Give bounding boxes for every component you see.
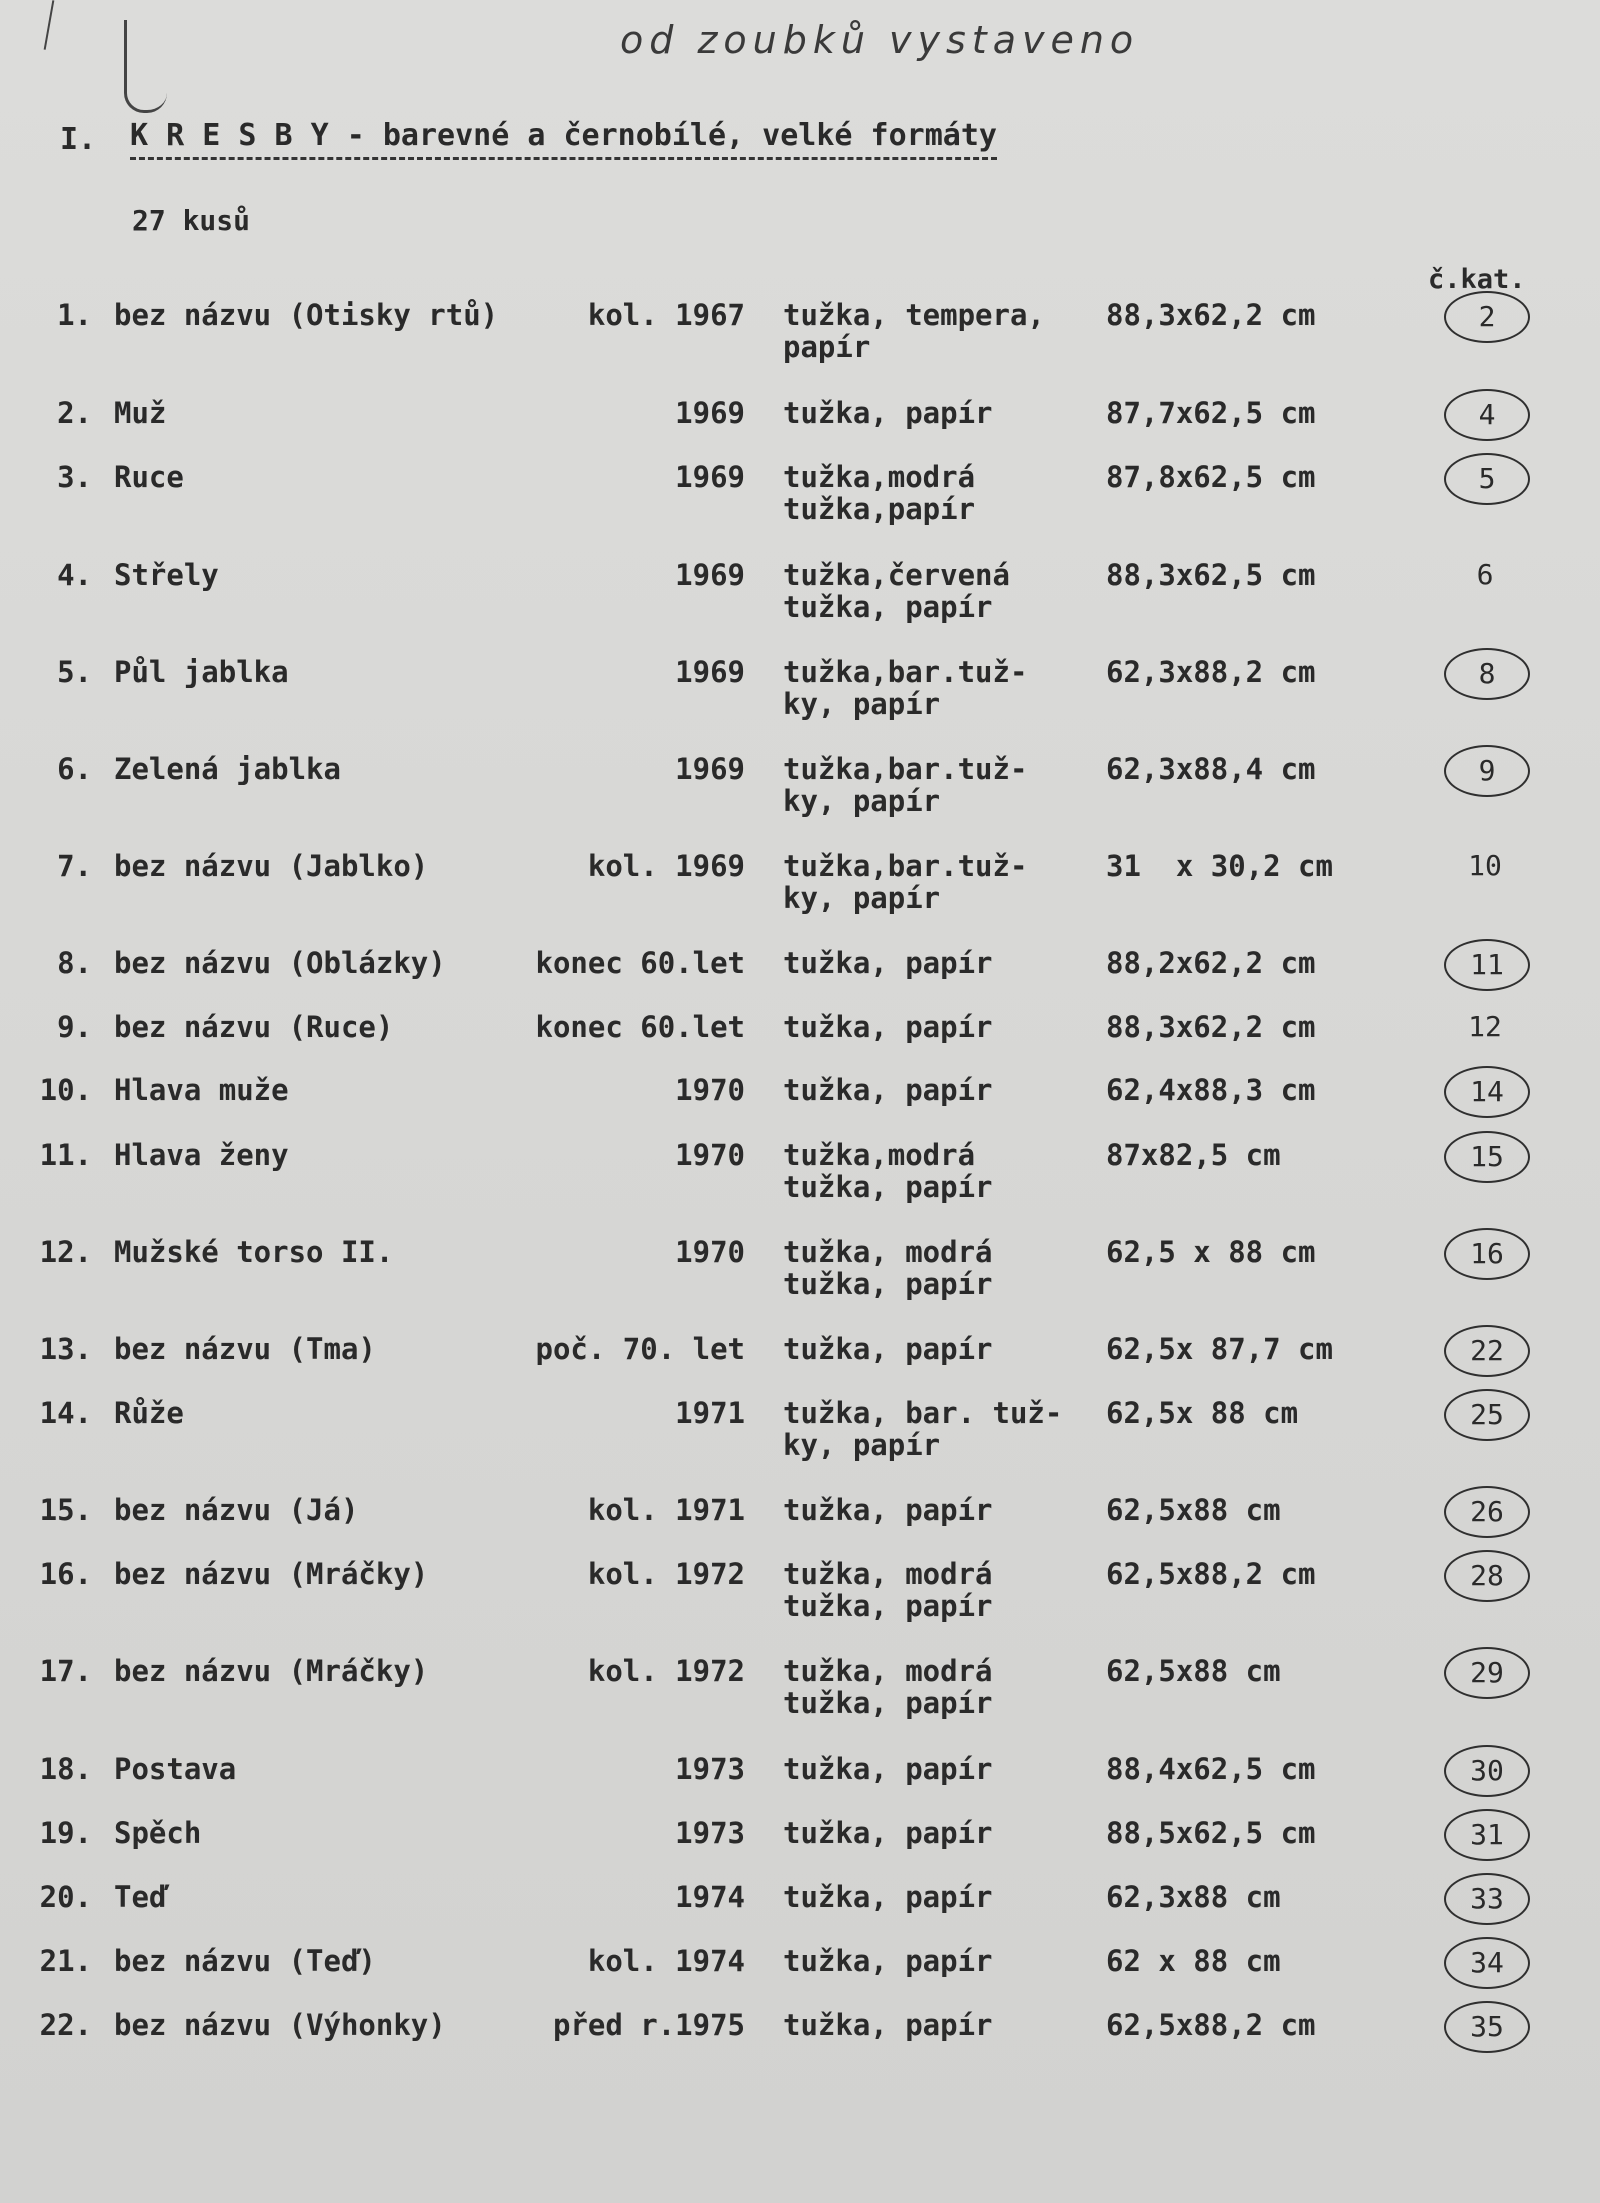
item-technique: tužka, tempera, [783, 298, 1045, 332]
item-dimensions: 62,5x 87,7 cm [1106, 1332, 1333, 1366]
item-title: Hlava ženy [114, 1138, 289, 1172]
item-date: kol. 1974 [587, 1944, 745, 1978]
catalog-number: 34 [1444, 1937, 1530, 1989]
item-dimensions: 87x82,5 cm [1106, 1138, 1281, 1172]
catalog-number: 11 [1444, 939, 1530, 991]
item-title: bez názvu (Ruce) [114, 1010, 394, 1044]
item-date: kol. 1969 [587, 849, 745, 883]
section-number: I. [60, 122, 97, 157]
item-title: bez názvu (Tma) [114, 1332, 376, 1366]
item-technique: tužka,modrá [783, 1138, 976, 1172]
item-date: kol. 1967 [587, 298, 745, 332]
item-title: Ruce [114, 460, 184, 494]
item-technique: tužka, modrá [783, 1235, 993, 1269]
item-dimensions: 62,3x88,2 cm [1106, 655, 1316, 689]
item-technique: tužka, papír [783, 1332, 993, 1366]
item-dimensions: 62,5x88 cm [1106, 1654, 1281, 1688]
item-number: 15. [39, 1493, 92, 1527]
item-number: 14. [39, 1396, 92, 1430]
item-technique-line2: tužka, papír [783, 1686, 993, 1720]
item-number: 2. [57, 396, 92, 430]
item-title: Teď [114, 1880, 167, 1914]
catalog-number: 2 [1444, 291, 1530, 343]
item-number: 19. [39, 1816, 92, 1850]
item-date: 1970 [675, 1073, 745, 1107]
item-date: poč. 70. let [535, 1332, 745, 1366]
item-title: bez názvu (Jablko) [114, 849, 429, 883]
item-technique: tužka, papír [783, 1493, 993, 1527]
item-title: bez názvu (Mráčky) [114, 1654, 429, 1688]
item-date: před r.1975 [552, 2008, 745, 2042]
item-count: 27 kusů [132, 204, 251, 237]
item-dimensions: 62,5x88,2 cm [1106, 2008, 1316, 2042]
item-number: 16. [39, 1557, 92, 1591]
item-date: konec 60.let [535, 946, 745, 980]
item-title: Muž [114, 396, 167, 430]
item-number: 7. [57, 849, 92, 883]
catalog-number-header: č.kat. [1428, 264, 1526, 295]
item-technique-line2: ky, papír [783, 881, 941, 915]
item-title: Postava [114, 1752, 237, 1786]
item-number: 13. [39, 1332, 92, 1366]
item-date: konec 60.let [535, 1010, 745, 1044]
item-number: 20. [39, 1880, 92, 1914]
item-technique: tužka, papír [783, 1010, 993, 1044]
item-date: 1969 [675, 655, 745, 689]
item-number: 17. [39, 1654, 92, 1688]
item-technique: tužka,bar.tuž- [783, 655, 1028, 689]
item-number: 1. [57, 298, 92, 332]
catalog-number: 9 [1444, 745, 1530, 797]
item-date: 1969 [675, 460, 745, 494]
item-dimensions: 62,5x 88 cm [1106, 1396, 1299, 1430]
item-date: 1970 [675, 1235, 745, 1269]
item-title: bez názvu (Já) [114, 1493, 359, 1527]
item-technique: tužka, papír [783, 1816, 993, 1850]
item-technique: tužka, papír [783, 2008, 993, 2042]
item-number: 3. [57, 460, 92, 494]
item-dimensions: 62,4x88,3 cm [1106, 1073, 1316, 1107]
catalog-number: 6 [1476, 558, 1494, 591]
item-technique: tužka, papír [783, 1880, 993, 1914]
item-date: 1973 [675, 1752, 745, 1786]
catalog-number: 15 [1444, 1131, 1530, 1183]
item-dimensions: 62,5x88 cm [1106, 1493, 1281, 1527]
item-title: bez názvu (Oblázky) [114, 946, 446, 980]
item-dimensions: 62,3x88 cm [1106, 1880, 1281, 1914]
item-technique: tužka, papír [783, 396, 993, 430]
catalog-number: 28 [1444, 1550, 1530, 1602]
item-technique-line2: tužka, papír [783, 1267, 993, 1301]
item-number: 12. [39, 1235, 92, 1269]
item-title: Růže [114, 1396, 184, 1430]
item-technique: tužka, papír [783, 1944, 993, 1978]
catalog-number: 22 [1444, 1325, 1530, 1377]
item-technique-line2: ky, papír [783, 784, 941, 818]
item-number: 10. [39, 1073, 92, 1107]
item-technique: tužka,bar.tuž- [783, 752, 1028, 786]
pen-mark [124, 20, 167, 113]
item-technique-line2: tužka, papír [783, 590, 993, 624]
item-dimensions: 88,3x62,2 cm [1106, 1010, 1316, 1044]
item-dimensions: 31 x 30,2 cm [1106, 849, 1333, 883]
item-date: 1969 [675, 396, 745, 430]
catalog-number: 14 [1444, 1066, 1530, 1118]
catalog-number: 10 [1468, 849, 1502, 882]
catalog-number: 33 [1444, 1873, 1530, 1925]
item-title: Mužské torso II. [114, 1235, 394, 1269]
item-title: bez názvu (Teď) [114, 1944, 376, 1978]
catalog-number: 30 [1444, 1745, 1530, 1797]
item-title: Zelená jablka [114, 752, 341, 786]
catalog-number: 31 [1444, 1809, 1530, 1861]
catalog-number: 5 [1444, 453, 1530, 505]
item-number: 22. [39, 2008, 92, 2042]
item-date: kol. 1971 [587, 1493, 745, 1527]
item-title: bez názvu (Otisky rtů) [114, 298, 499, 332]
item-number: 6. [57, 752, 92, 786]
item-number: 18. [39, 1752, 92, 1786]
item-title: Hlava muže [114, 1073, 289, 1107]
item-technique: tužka, bar. tuž- [783, 1396, 1063, 1430]
item-date: 1973 [675, 1816, 745, 1850]
item-number: 5. [57, 655, 92, 689]
item-dimensions: 88,3x62,5 cm [1106, 558, 1316, 592]
item-dimensions: 88,3x62,2 cm [1106, 298, 1316, 332]
item-title: bez názvu (Mráčky) [114, 1557, 429, 1591]
item-title: Střely [114, 558, 219, 592]
item-technique-line2: tužka, papír [783, 1170, 993, 1204]
item-technique-line2: ky, papír [783, 1428, 941, 1462]
item-date: kol. 1972 [587, 1557, 745, 1591]
item-date: kol. 1972 [587, 1654, 745, 1688]
item-dimensions: 88,4x62,5 cm [1106, 1752, 1316, 1786]
item-technique-line2: tužka, papír [783, 1589, 993, 1623]
item-dimensions: 87,8x62,5 cm [1106, 460, 1316, 494]
item-technique: tužka,modrá [783, 460, 976, 494]
item-dimensions: 62 x 88 cm [1106, 1944, 1281, 1978]
item-title: Spěch [114, 1816, 202, 1850]
catalog-number: 16 [1444, 1228, 1530, 1280]
catalog-number: 25 [1444, 1389, 1530, 1441]
item-technique: tužka, papír [783, 1752, 993, 1786]
catalog-number: 26 [1444, 1486, 1530, 1538]
pen-mark [44, 0, 55, 50]
item-date: 1974 [675, 1880, 745, 1914]
item-number: 4. [57, 558, 92, 592]
item-dimensions: 62,5 x 88 cm [1106, 1235, 1316, 1269]
item-number: 9. [57, 1010, 92, 1044]
item-date: 1970 [675, 1138, 745, 1172]
item-number: 21. [39, 1944, 92, 1978]
item-technique: tužka, papír [783, 946, 993, 980]
item-date: 1971 [675, 1396, 745, 1430]
item-technique: tužka, modrá [783, 1557, 993, 1591]
item-technique: tužka, papír [783, 1073, 993, 1107]
catalog-number: 8 [1444, 648, 1530, 700]
item-technique-line2: ky, papír [783, 687, 941, 721]
item-dimensions: 87,7x62,5 cm [1106, 396, 1316, 430]
item-title: bez názvu (Výhonky) [114, 2008, 446, 2042]
item-date: 1969 [675, 558, 745, 592]
item-technique-line2: tužka,papír [783, 492, 976, 526]
item-dimensions: 62,3x88,4 cm [1106, 752, 1316, 786]
item-technique: tužka,bar.tuž- [783, 849, 1028, 883]
handwritten-note: od zoubků vystaveno [620, 18, 1140, 62]
catalog-number: 4 [1444, 389, 1530, 441]
item-number: 11. [39, 1138, 92, 1172]
item-number: 8. [57, 946, 92, 980]
item-date: 1969 [675, 752, 745, 786]
item-technique: tužka, modrá [783, 1654, 993, 1688]
item-title: Půl jablka [114, 655, 289, 689]
item-technique: tužka,červená [783, 558, 1010, 592]
section-title: K R E S B Y - barevné a černobílé, velké formáty [130, 118, 997, 160]
catalog-number: 29 [1444, 1647, 1530, 1699]
catalog-number: 12 [1468, 1010, 1502, 1043]
item-dimensions: 88,2x62,2 cm [1106, 946, 1316, 980]
item-technique-line2: papír [783, 330, 871, 364]
item-dimensions: 88,5x62,5 cm [1106, 1816, 1316, 1850]
catalog-number: 35 [1444, 2001, 1530, 2053]
item-dimensions: 62,5x88,2 cm [1106, 1557, 1316, 1591]
